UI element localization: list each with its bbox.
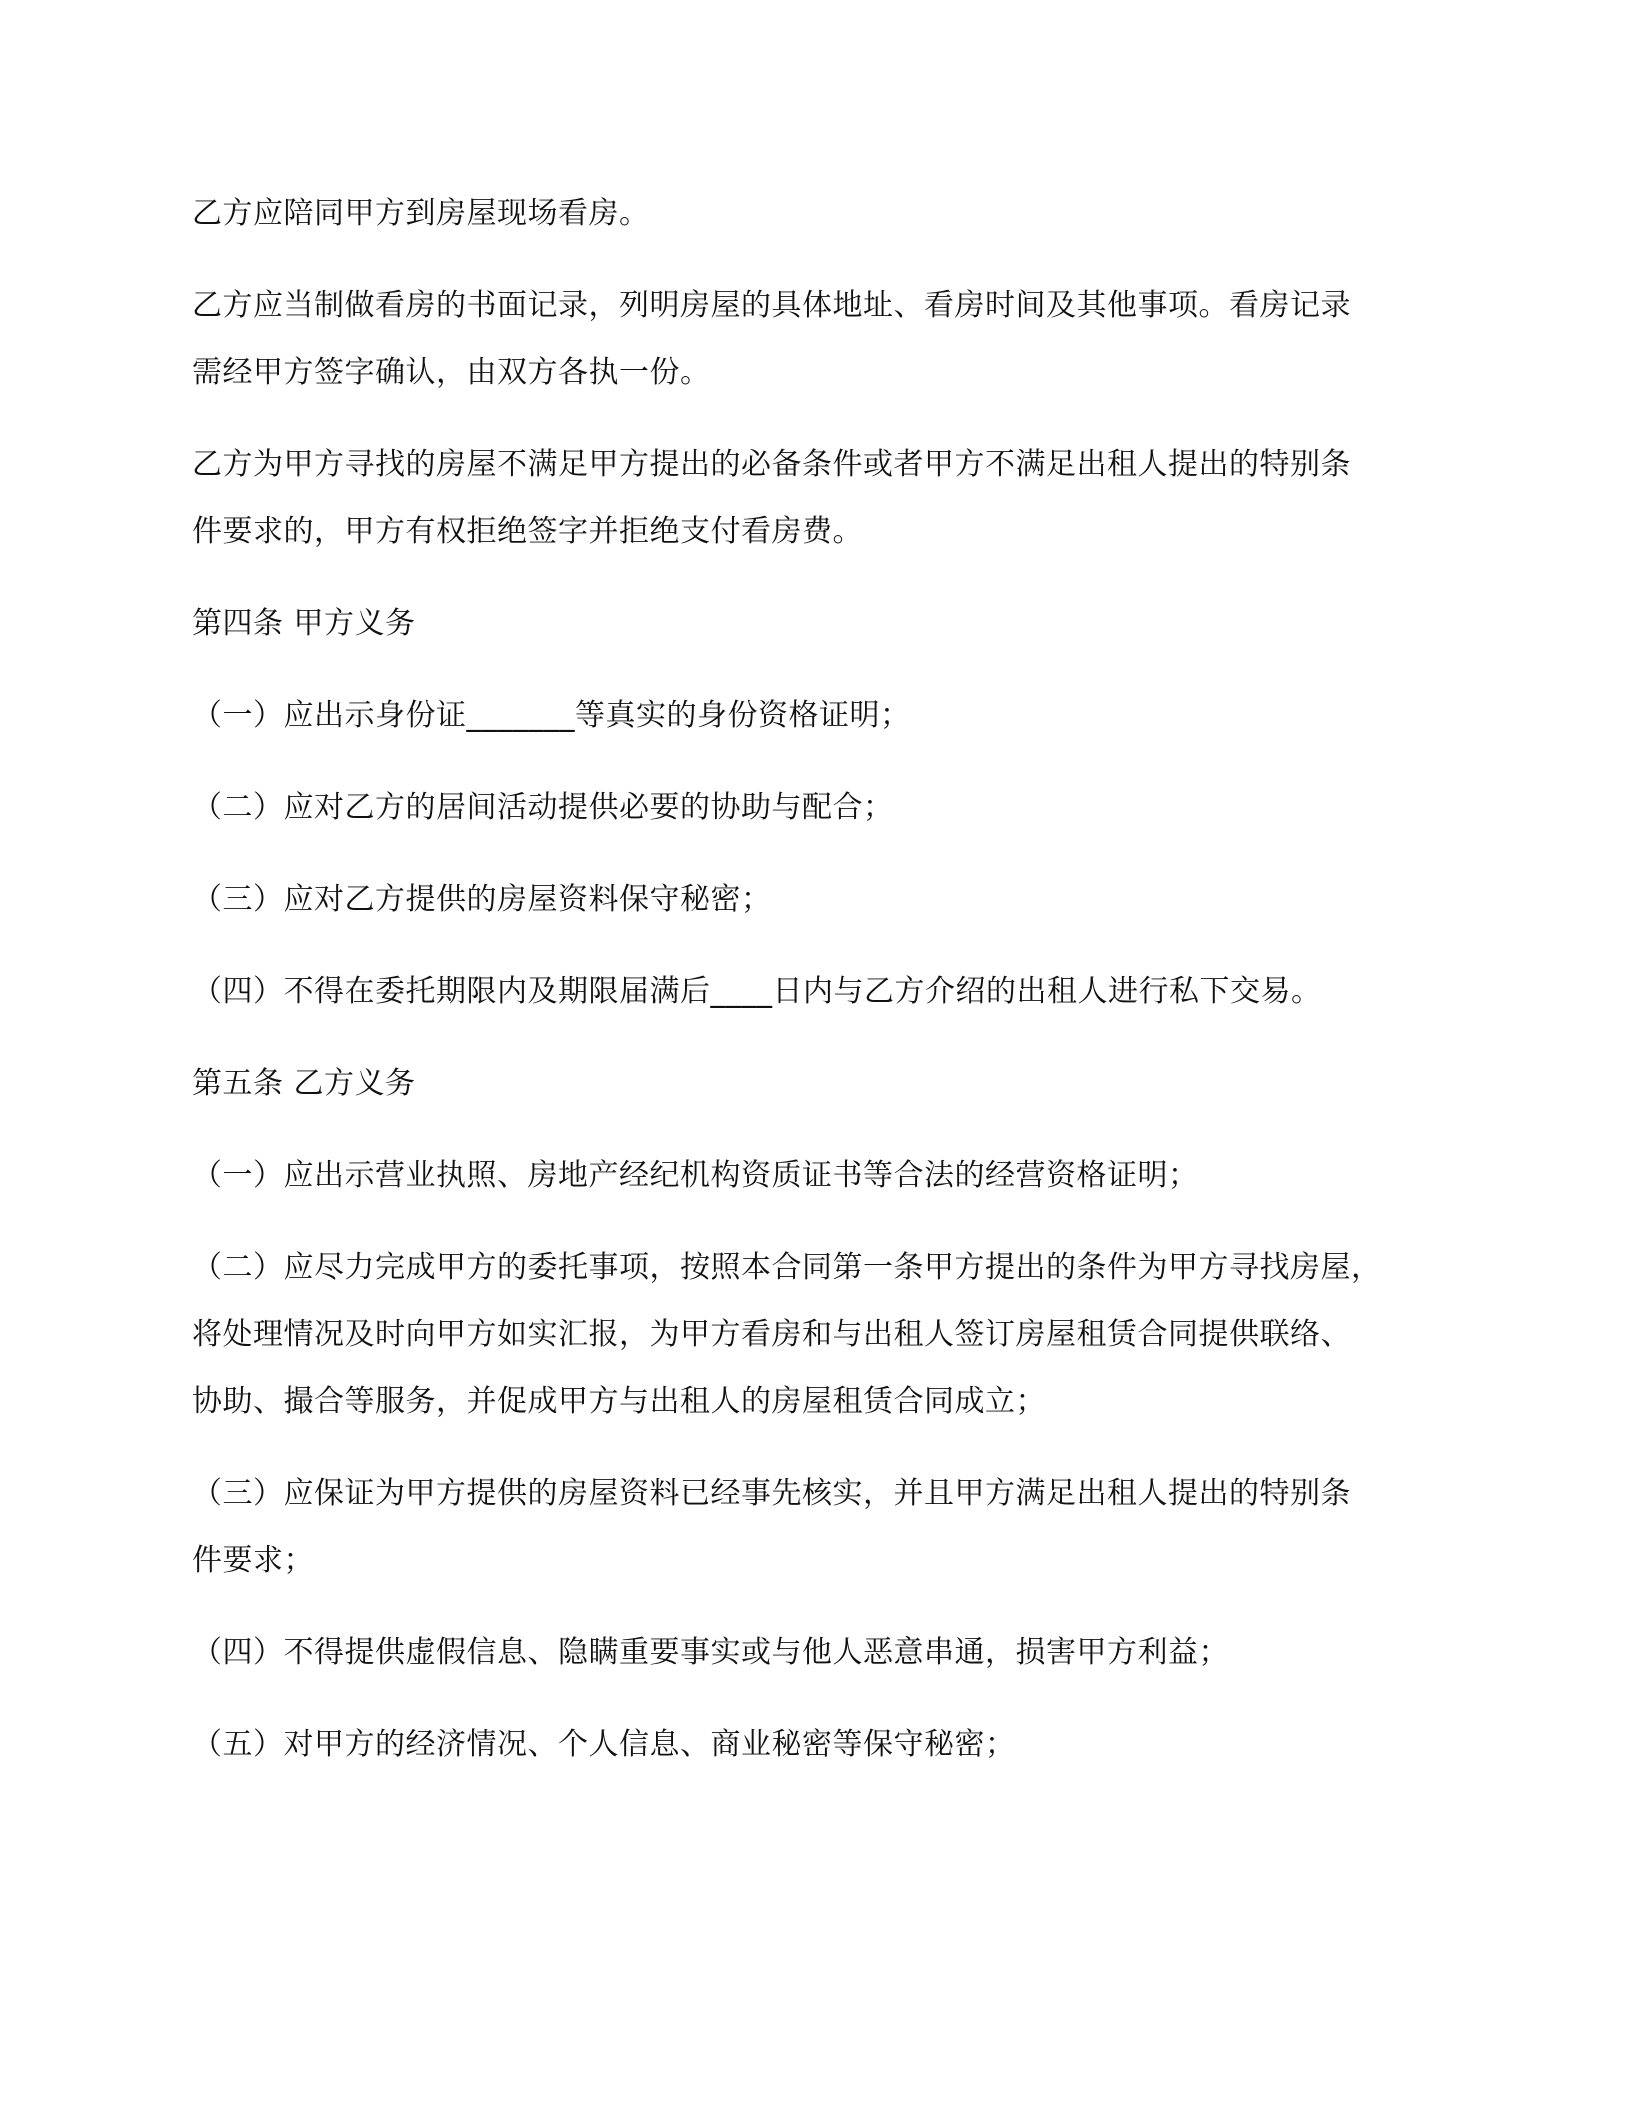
text-line: 协助、撮合等服务，并促成甲方与出租人的房屋租赁合同成立； bbox=[192, 1384, 1046, 1419]
clause-5-3 bbox=[192, 1460, 1452, 1594]
text-line: （二）应尽力完成甲方的委托事项，按照本合同第一条甲方提出的条件为甲方寻找房屋， bbox=[192, 1250, 1382, 1285]
text-line: 件要求的，甲方有权拒绝签字并拒绝支付看房费。 bbox=[192, 514, 863, 549]
text-line: 将处理情况及时向甲方如实汇报，为甲方看房和与出租人签订房屋租赁合同提供联络、 bbox=[192, 1317, 1351, 1352]
text-line: （一）应出示身份证_______等真实的身份资格证明； bbox=[192, 698, 911, 733]
text-line: 需经甲方签字确认，由双方各执一份。 bbox=[192, 355, 711, 390]
section-heading-article-4 bbox=[192, 590, 1452, 657]
text-line: （三）应对乙方提供的房屋资料保守秘密； bbox=[192, 882, 772, 917]
text-line: 乙方应陪同甲方到房屋现场看房。 bbox=[192, 196, 650, 231]
text-line: （四）不得提供虚假信息、隐瞒重要事实或与他人恶意串通，损害甲方利益； bbox=[192, 1635, 1229, 1670]
section-heading-article-5 bbox=[192, 1050, 1452, 1117]
paragraph-refuse-signing bbox=[192, 431, 1452, 565]
text-line: （四）不得在委托期限内及期限届满后____日内与乙方介绍的出租人进行私下交易。 bbox=[192, 974, 1322, 1009]
clause-4-3 bbox=[192, 866, 1452, 933]
text-line: （二）应对乙方的居间活动提供必要的协助与配合； bbox=[192, 790, 894, 825]
paragraph-viewing-accompany bbox=[192, 180, 1452, 247]
text-line: （三）应保证为甲方提供的房屋资料已经事先核实，并且甲方满足出租人提出的特别条 bbox=[192, 1476, 1351, 1511]
text-line: 第五条 乙方义务 bbox=[192, 1066, 416, 1101]
text-line: 乙方为甲方寻找的房屋不满足甲方提出的必备条件或者甲方不满足出租人提出的特别条 bbox=[192, 447, 1351, 482]
text-line: （五）对甲方的经济情况、个人信息、商业秘密等保守秘密； bbox=[192, 1727, 1016, 1762]
text-line: 乙方应当制做看房的书面记录，列明房屋的具体地址、看房时间及其他事项。看房记录 bbox=[192, 288, 1351, 323]
text-line: （一）应出示营业执照、房地产经纪机构资质证书等合法的经营资格证明； bbox=[192, 1158, 1199, 1193]
clause-4-4 bbox=[192, 958, 1452, 1025]
clause-4-2 bbox=[192, 774, 1452, 841]
clause-4-1 bbox=[192, 682, 1452, 749]
paragraph-viewing-record bbox=[192, 272, 1452, 406]
clause-5-4 bbox=[192, 1619, 1452, 1686]
clause-5-2 bbox=[192, 1234, 1452, 1435]
clause-5-5 bbox=[192, 1711, 1452, 1778]
text-line: 第四条 甲方义务 bbox=[192, 606, 416, 641]
clause-5-1 bbox=[192, 1142, 1452, 1209]
text-line: 件要求； bbox=[192, 1543, 314, 1578]
